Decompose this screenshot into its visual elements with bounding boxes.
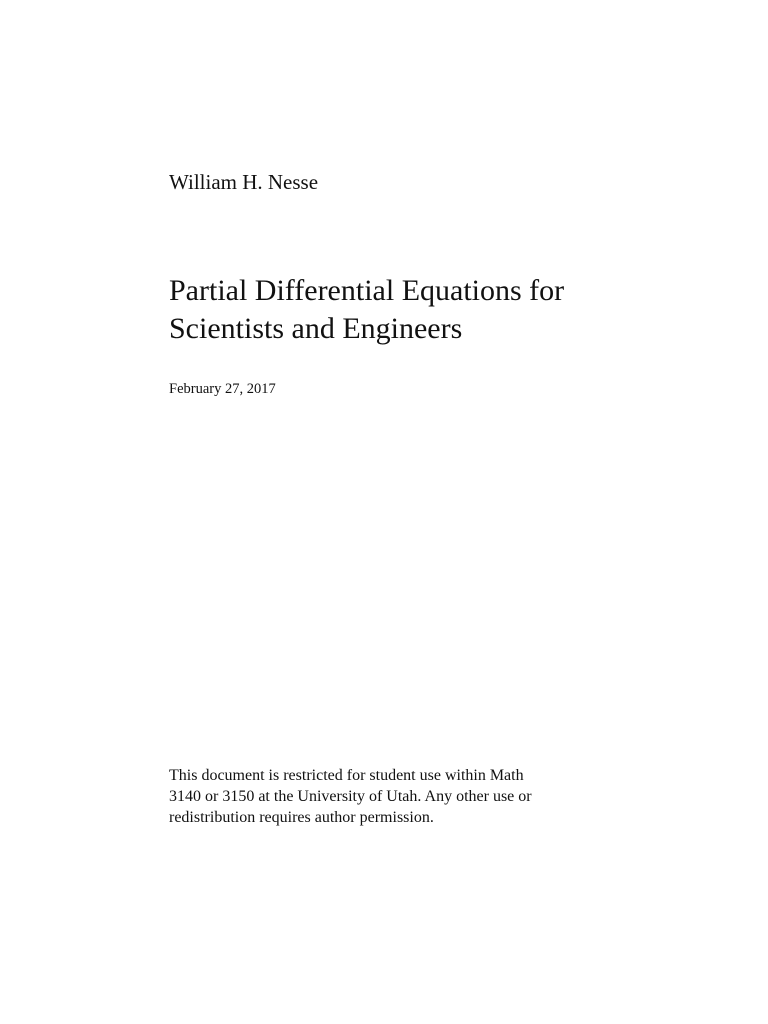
author-name: William H. Nesse xyxy=(169,170,319,194)
title-line: Scientists and Engineers xyxy=(169,312,463,345)
notice-line: redistribution requires author permission. xyxy=(169,809,434,826)
title-line: Partial Differential Equations for xyxy=(169,274,565,307)
notice-line: This document is restricted for student use within Math xyxy=(169,767,524,784)
document-title xyxy=(169,272,639,348)
notice-line: 3140 or 3150 at the University of Utah. Any other use or xyxy=(169,788,532,805)
document-date: February 27, 2017 xyxy=(169,381,276,397)
usage-notice xyxy=(169,765,599,828)
